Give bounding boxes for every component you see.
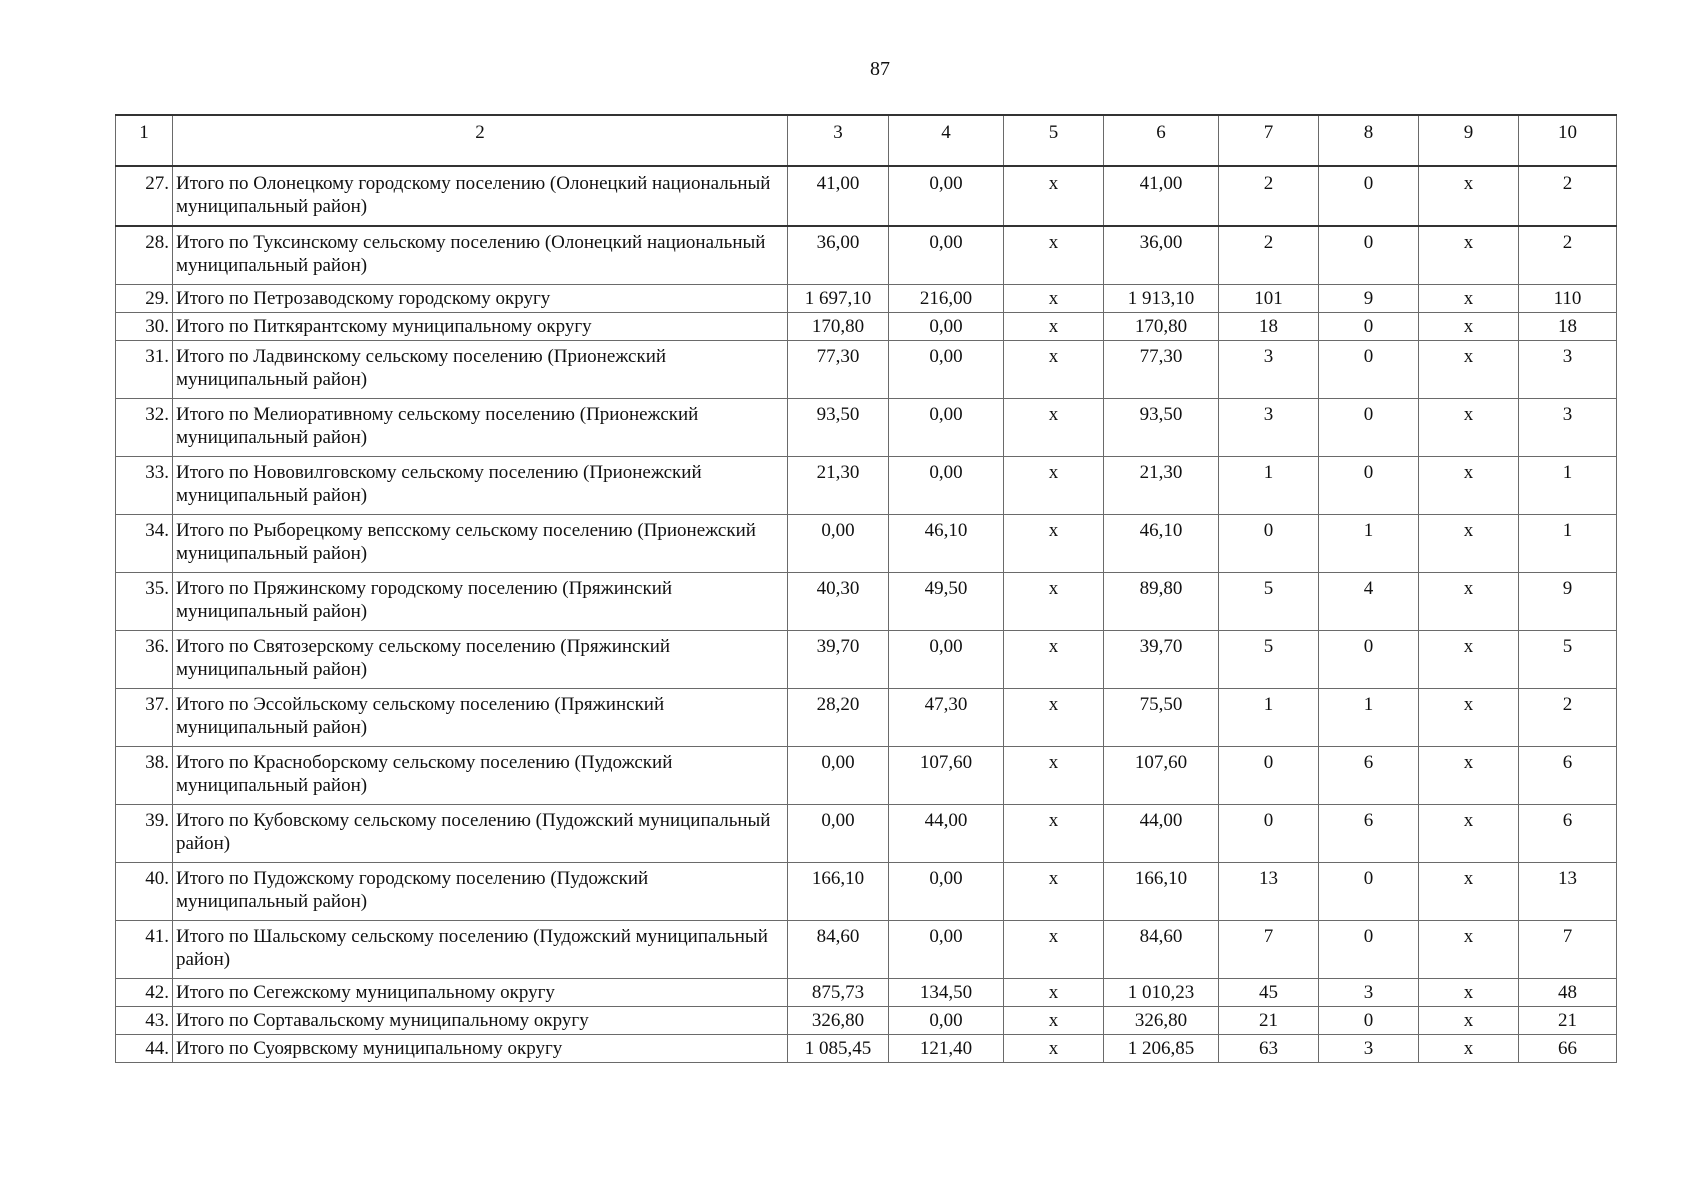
row-name: Итого по Сортавальскому муниципальному округу [173,1007,788,1035]
cell-col6: 93,50 [1104,399,1219,457]
row-name: Итого по Суоярвскому муниципальному округу [173,1035,788,1063]
cell-col7: 1 [1219,457,1319,515]
cell-col7: 13 [1219,863,1319,921]
cell-col8: 0 [1319,631,1419,689]
cell-col9: x [1419,313,1519,341]
row-name: Итого по Эссойльскому сельскому поселению (Пряжинский муниципальный район) [173,689,788,747]
cell-col10: 6 [1519,747,1617,805]
cell-col10: 21 [1519,1007,1617,1035]
row-name: Итого по Петрозаводскому городскому округу [173,285,788,313]
cell-col7: 0 [1219,805,1319,863]
cell-col9: x [1419,805,1519,863]
cell-col8: 0 [1319,399,1419,457]
cell-col4: 47,30 [889,689,1004,747]
cell-col3: 170,80 [788,313,889,341]
row-number: 41. [116,921,173,979]
cell-col7: 3 [1219,341,1319,399]
cell-col6: 89,80 [1104,573,1219,631]
row-name: Итого по Пряжинскому городскому поселению (Пряжинский муниципальный район) [173,573,788,631]
row-number: 29. [116,285,173,313]
cell-col5: x [1004,226,1104,285]
row-number: 37. [116,689,173,747]
cell-col5: x [1004,1007,1104,1035]
cell-col4: 0,00 [889,863,1004,921]
cell-col7: 3 [1219,399,1319,457]
row-name: Итого по Олонецкому городскому поселению (Олонецкий национальный муниципальный район) [173,166,788,226]
cell-col8: 0 [1319,226,1419,285]
cell-col5: x [1004,863,1104,921]
header-cell: 2 [173,115,788,166]
header-cell: 7 [1219,115,1319,166]
cell-col9: x [1419,1035,1519,1063]
cell-col9: x [1419,399,1519,457]
header-cell: 1 [116,115,173,166]
cell-col5: x [1004,285,1104,313]
cell-col4: 0,00 [889,313,1004,341]
cell-col6: 36,00 [1104,226,1219,285]
row-name: Итого по Шальскому сельскому поселению (Пудожский муниципальный район) [173,921,788,979]
cell-col5: x [1004,399,1104,457]
cell-col6: 107,60 [1104,747,1219,805]
cell-col10: 13 [1519,863,1617,921]
cell-col7: 63 [1219,1035,1319,1063]
row-number: 43. [116,1007,173,1035]
cell-col5: x [1004,979,1104,1007]
cell-col7: 5 [1219,631,1319,689]
cell-col7: 0 [1219,747,1319,805]
table-row [116,1007,1617,1035]
cell-col4: 134,50 [889,979,1004,1007]
cell-col10: 66 [1519,1035,1617,1063]
cell-col5: x [1004,573,1104,631]
cell-col4: 121,40 [889,1035,1004,1063]
page-number: 87 [870,58,890,80]
cell-col9: x [1419,341,1519,399]
cell-col4: 0,00 [889,921,1004,979]
cell-col3: 326,80 [788,1007,889,1035]
row-number: 31. [116,341,173,399]
cell-col9: x [1419,921,1519,979]
cell-col9: x [1419,863,1519,921]
cell-col10: 3 [1519,341,1617,399]
cell-col8: 3 [1319,1035,1419,1063]
cell-col6: 46,10 [1104,515,1219,573]
cell-col10: 2 [1519,166,1617,226]
cell-col3: 875,73 [788,979,889,1007]
row-number: 30. [116,313,173,341]
cell-col5: x [1004,631,1104,689]
table-row [116,313,1617,341]
cell-col9: x [1419,979,1519,1007]
row-name: Итого по Нововилговскому сельскому поселению (Прионежский муниципальный район) [173,457,788,515]
table-row [116,863,1617,921]
table-row [116,399,1617,457]
cell-col6: 21,30 [1104,457,1219,515]
cell-col10: 3 [1519,399,1617,457]
header-cell: 5 [1004,115,1104,166]
cell-col3: 0,00 [788,747,889,805]
cell-col5: x [1004,805,1104,863]
header-cell: 8 [1319,115,1419,166]
cell-col3: 166,10 [788,863,889,921]
cell-col7: 2 [1219,226,1319,285]
table-row [116,631,1617,689]
table-row [116,457,1617,515]
table-row [116,805,1617,863]
cell-col7: 45 [1219,979,1319,1007]
row-number: 33. [116,457,173,515]
cell-col5: x [1004,515,1104,573]
cell-col5: x [1004,341,1104,399]
cell-col5: x [1004,1035,1104,1063]
cell-col3: 84,60 [788,921,889,979]
cell-col4: 49,50 [889,573,1004,631]
cell-col3: 36,00 [788,226,889,285]
cell-col8: 3 [1319,979,1419,1007]
cell-col6: 41,00 [1104,166,1219,226]
row-number: 28. [116,226,173,285]
row-name: Итого по Красноборскому сельскому поселению (Пудожский муниципальный район) [173,747,788,805]
row-number: 44. [116,1035,173,1063]
cell-col5: x [1004,921,1104,979]
cell-col8: 0 [1319,457,1419,515]
cell-col8: 6 [1319,805,1419,863]
cell-col4: 216,00 [889,285,1004,313]
table-row [116,921,1617,979]
row-number: 27. [116,166,173,226]
cell-col8: 0 [1319,1007,1419,1035]
table-row [116,979,1617,1007]
cell-col9: x [1419,631,1519,689]
header-cell: 6 [1104,115,1219,166]
header-cell: 3 [788,115,889,166]
cell-col6: 1 913,10 [1104,285,1219,313]
table-row [116,226,1617,285]
cell-col3: 28,20 [788,689,889,747]
row-name: Итого по Питкярантскому муниципальному округу [173,313,788,341]
cell-col10: 9 [1519,573,1617,631]
row-number: 36. [116,631,173,689]
row-number: 40. [116,863,173,921]
cell-col6: 1 010,23 [1104,979,1219,1007]
cell-col4: 46,10 [889,515,1004,573]
cell-col7: 101 [1219,285,1319,313]
row-name: Итого по Рыборецкому вепсскому сельскому поселению (Прионежский муниципальный район) [173,515,788,573]
header-cell: 10 [1519,115,1617,166]
cell-col8: 6 [1319,747,1419,805]
cell-col8: 0 [1319,313,1419,341]
cell-col4: 0,00 [889,226,1004,285]
cell-col5: x [1004,166,1104,226]
cell-col6: 170,80 [1104,313,1219,341]
cell-col4: 0,00 [889,631,1004,689]
table-header-row [116,115,1617,166]
cell-col9: x [1419,689,1519,747]
row-number: 32. [116,399,173,457]
cell-col8: 9 [1319,285,1419,313]
cell-col4: 0,00 [889,341,1004,399]
data-table [115,114,1617,1063]
cell-col9: x [1419,285,1519,313]
table-row [116,747,1617,805]
row-name: Итого по Туксинскому сельскому поселению (Олонецкий национальный муниципальный район) [173,226,788,285]
row-number: 38. [116,747,173,805]
cell-col8: 0 [1319,921,1419,979]
cell-col10: 1 [1519,457,1617,515]
table-row [116,515,1617,573]
row-number: 35. [116,573,173,631]
cell-col4: 0,00 [889,1007,1004,1035]
cell-col7: 2 [1219,166,1319,226]
cell-col9: x [1419,573,1519,631]
table-row [116,285,1617,313]
cell-col6: 75,50 [1104,689,1219,747]
cell-col8: 0 [1319,166,1419,226]
cell-col7: 7 [1219,921,1319,979]
cell-col3: 0,00 [788,805,889,863]
row-number: 42. [116,979,173,1007]
cell-col6: 1 206,85 [1104,1035,1219,1063]
cell-col4: 0,00 [889,399,1004,457]
cell-col10: 110 [1519,285,1617,313]
cell-col3: 77,30 [788,341,889,399]
table-row [116,1035,1617,1063]
cell-col3: 39,70 [788,631,889,689]
cell-col7: 1 [1219,689,1319,747]
cell-col3: 0,00 [788,515,889,573]
cell-col5: x [1004,457,1104,515]
cell-col9: x [1419,515,1519,573]
cell-col6: 39,70 [1104,631,1219,689]
row-name: Итого по Мелиоративному сельскому поселению (Прионежский муниципальный район) [173,399,788,457]
cell-col6: 84,60 [1104,921,1219,979]
row-number: 39. [116,805,173,863]
cell-col8: 1 [1319,689,1419,747]
cell-col9: x [1419,747,1519,805]
row-name: Итого по Кубовскому сельскому поселению (Пудожский муниципальный район) [173,805,788,863]
cell-col3: 41,00 [788,166,889,226]
cell-col8: 0 [1319,341,1419,399]
cell-col10: 2 [1519,226,1617,285]
cell-col7: 21 [1219,1007,1319,1035]
cell-col10: 7 [1519,921,1617,979]
cell-col4: 107,60 [889,747,1004,805]
cell-col6: 44,00 [1104,805,1219,863]
table-row [116,689,1617,747]
cell-col6: 166,10 [1104,863,1219,921]
cell-col7: 5 [1219,573,1319,631]
cell-col10: 48 [1519,979,1617,1007]
cell-col8: 1 [1319,515,1419,573]
cell-col3: 1 085,45 [788,1035,889,1063]
cell-col7: 0 [1219,515,1319,573]
cell-col9: x [1419,457,1519,515]
row-name: Итого по Сегежскому муниципальному округу [173,979,788,1007]
cell-col4: 44,00 [889,805,1004,863]
table-row [116,341,1617,399]
cell-col9: x [1419,1007,1519,1035]
row-name: Итого по Пудожскому городскому поселению (Пудожский муниципальный район) [173,863,788,921]
cell-col3: 1 697,10 [788,285,889,313]
cell-col10: 1 [1519,515,1617,573]
cell-col5: x [1004,689,1104,747]
cell-col6: 77,30 [1104,341,1219,399]
cell-col3: 21,30 [788,457,889,515]
row-name: Итого по Святозерскому сельскому поселению (Пряжинский муниципальный район) [173,631,788,689]
cell-col9: x [1419,166,1519,226]
cell-col4: 0,00 [889,166,1004,226]
cell-col5: x [1004,747,1104,805]
cell-col8: 0 [1319,863,1419,921]
cell-col6: 326,80 [1104,1007,1219,1035]
cell-col10: 5 [1519,631,1617,689]
cell-col10: 6 [1519,805,1617,863]
cell-col10: 18 [1519,313,1617,341]
cell-col10: 2 [1519,689,1617,747]
cell-col7: 18 [1219,313,1319,341]
cell-col3: 40,30 [788,573,889,631]
table-row [116,166,1617,226]
cell-col4: 0,00 [889,457,1004,515]
header-cell: 9 [1419,115,1519,166]
cell-col9: x [1419,226,1519,285]
table-row [116,573,1617,631]
row-number: 34. [116,515,173,573]
header-cell: 4 [889,115,1004,166]
cell-col5: x [1004,313,1104,341]
row-name: Итого по Ладвинскому сельскому поселению (Прионежский муниципальный район) [173,341,788,399]
cell-col8: 4 [1319,573,1419,631]
cell-col3: 93,50 [788,399,889,457]
